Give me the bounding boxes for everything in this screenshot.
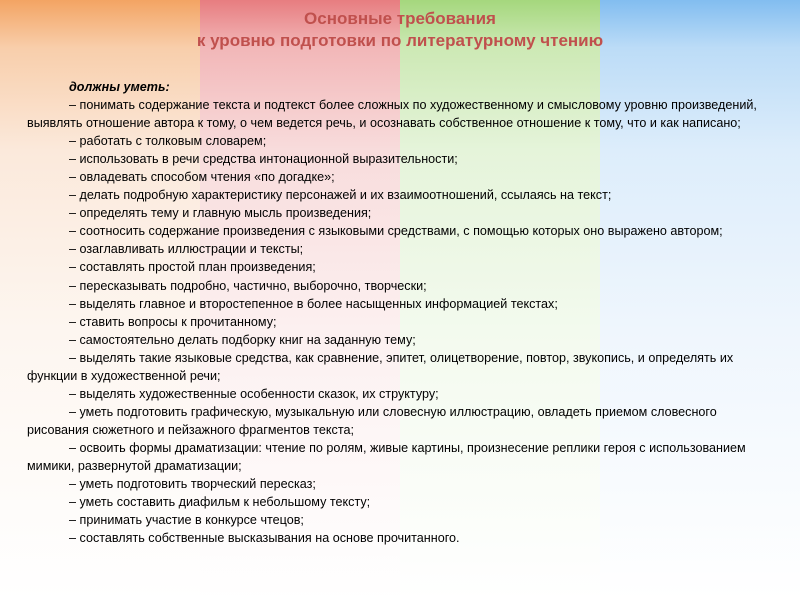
requirements-heading: должны уметь: [69, 80, 170, 94]
requirement-item: – выделять главное и второстепенное в более насыщенных информацией текстах; [69, 296, 558, 311]
requirement-item: – делать подробную характеристику персонажей и их взаимоотношений, ссылаясь на текст; [69, 188, 612, 203]
requirement-item: – озаглавливать иллюстрации и тексты; [69, 242, 304, 257]
requirement-item: – уметь составить диафильм к небольшому тексту; [69, 495, 371, 510]
requirement-item: – выделять такие языковые средства, как сравнение, эпитет, олицетворение, повтор, звукопись, и определять их функции в художественной речи; [27, 350, 734, 383]
requirement-item: – работать с толковым словарем; [69, 134, 267, 149]
slide-title-line-2: к уровню подготовки по литературному чтению [196, 31, 604, 50]
requirement-item: – самостоятельно делать подборку книг на заданную тему; [69, 332, 416, 347]
requirement-item: – принимать участие в конкурсе чтецов; [69, 513, 304, 528]
requirement-item: – освоить формы драматизации: чтение по ролям, живые картины, произнесение реплики героя с использованием мимики, развернутой драматизации; [27, 440, 746, 473]
requirement-item: – пересказывать подробно, частично, выборочно, творчески; [69, 278, 427, 293]
slide-title-line-1: Основные требования [304, 9, 496, 28]
requirement-item: – использовать в речи средства интонационной выразительности; [69, 152, 458, 167]
requirements-text [27, 78, 775, 547]
requirement-item: – определять тему и главную мысль произведения; [69, 206, 372, 221]
requirement-item: – понимать содержание текста и подтекст более сложных по художественному и смысловому уровню произведений, выявлять отношение автора к тому, о чем ведется речь, и осознавать собственное отношение к тому, что и как написано; [27, 98, 757, 131]
slide-title [0, 8, 800, 52]
requirement-item: – составлять собственные высказывания на основе прочитанного. [69, 531, 460, 546]
requirement-item: – уметь подготовить графическую, музыкальную или словесную иллюстрацию, овладеть приемом словесного рисования сюжетного и пейзажного фрагментов текста; [27, 404, 717, 437]
requirement-item: – выделять художественные особенности сказок, их структуру; [69, 386, 439, 401]
requirement-item: – овладевать способом чтения «по догадке»; [69, 170, 335, 185]
requirement-item: – ставить вопросы к прочитанному; [69, 314, 277, 329]
requirement-item: – уметь подготовить творческий пересказ; [69, 477, 316, 492]
requirement-item: – соотносить содержание произведения с языковыми средствами, с помощью которых оно выражено автором; [69, 224, 723, 239]
requirement-item: – составлять простой план произведения; [69, 260, 316, 275]
